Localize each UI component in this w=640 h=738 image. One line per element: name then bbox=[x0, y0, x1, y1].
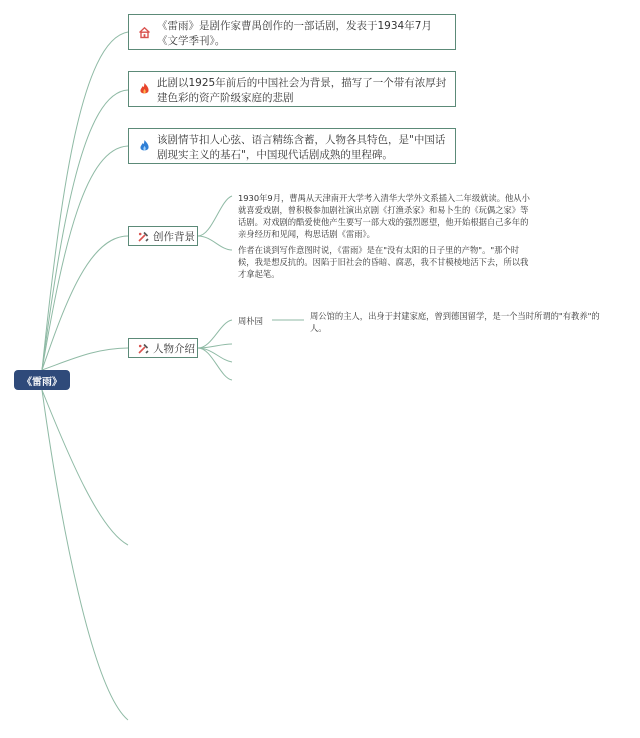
info-text-background: 此剧以1925年前后的中国社会为背景，描写了一个带有浓厚封建色彩的资产阶级家庭的悲剧 bbox=[157, 77, 447, 104]
tools-icon bbox=[137, 342, 150, 355]
info-box-significance[interactable] bbox=[128, 128, 456, 164]
info-box-publication[interactable] bbox=[128, 14, 456, 50]
background-note-2: 作者在谈到写作意图时说，《雷雨》是在"没有太阳的日子里的产物"。"那个时候，我是想反抗的。因陷于旧社会的昏暗、腐恶，我不甘模棱地活下去，所以我才拿起笔。 bbox=[238, 245, 529, 279]
link-char-3 bbox=[198, 348, 232, 362]
link-characters bbox=[42, 348, 128, 370]
root-label: 《雷雨》 bbox=[22, 376, 62, 388]
tools-icon bbox=[137, 230, 150, 243]
link-char-2 bbox=[198, 344, 232, 348]
link-bg-notes-2 bbox=[198, 236, 232, 250]
link-bg-notes bbox=[198, 196, 232, 236]
topic-creation-background[interactable] bbox=[128, 226, 198, 246]
topic-label-characters: 人物介绍 bbox=[153, 342, 195, 355]
link-info-1 bbox=[42, 32, 128, 370]
character-name[interactable]: 周朴园 bbox=[238, 316, 263, 326]
info-text-significance: 该剧情节扣人心弦、语言精练含蓄，人物各具特色，是"中国话剧现实主义的基石"，中国现代话剧成熟的里程碑。 bbox=[157, 134, 446, 161]
link-empty-1 bbox=[42, 390, 128, 545]
character-desc: 周公馆的主人，出身于封建家庭，曾到德国留学，是一个当时所谓的"有教养"的人。 bbox=[310, 311, 600, 333]
link-info-2 bbox=[42, 90, 128, 370]
link-char-4 bbox=[198, 348, 232, 380]
background-note-1: 1930年9月，曹禺从天津南开大学考入清华大学外文系插入二年级就读。他从小就喜爱戏剧，曾积极参加剧社演出京剧《打渔杀家》和易卜生的《玩偶之家》等话剧。对戏剧的酷爱使他产生要写一部大戏的强烈愿望，他开始根据自己多年的亲身经历和见闻，构思话剧《雷雨》。 bbox=[238, 193, 530, 239]
root-node[interactable] bbox=[14, 370, 70, 390]
flame-blue-icon bbox=[137, 139, 151, 153]
home-icon bbox=[137, 25, 151, 39]
link-empty-2 bbox=[42, 390, 128, 720]
info-text-publication: 《雷雨》是剧作家曹禺创作的一部话剧，发表于1934年7月《文学季刊》。 bbox=[157, 20, 432, 47]
topic-characters[interactable] bbox=[128, 338, 198, 358]
topic-label-background: 创作背景 bbox=[153, 230, 195, 243]
fire-icon bbox=[137, 82, 151, 96]
info-box-background[interactable] bbox=[128, 71, 456, 107]
